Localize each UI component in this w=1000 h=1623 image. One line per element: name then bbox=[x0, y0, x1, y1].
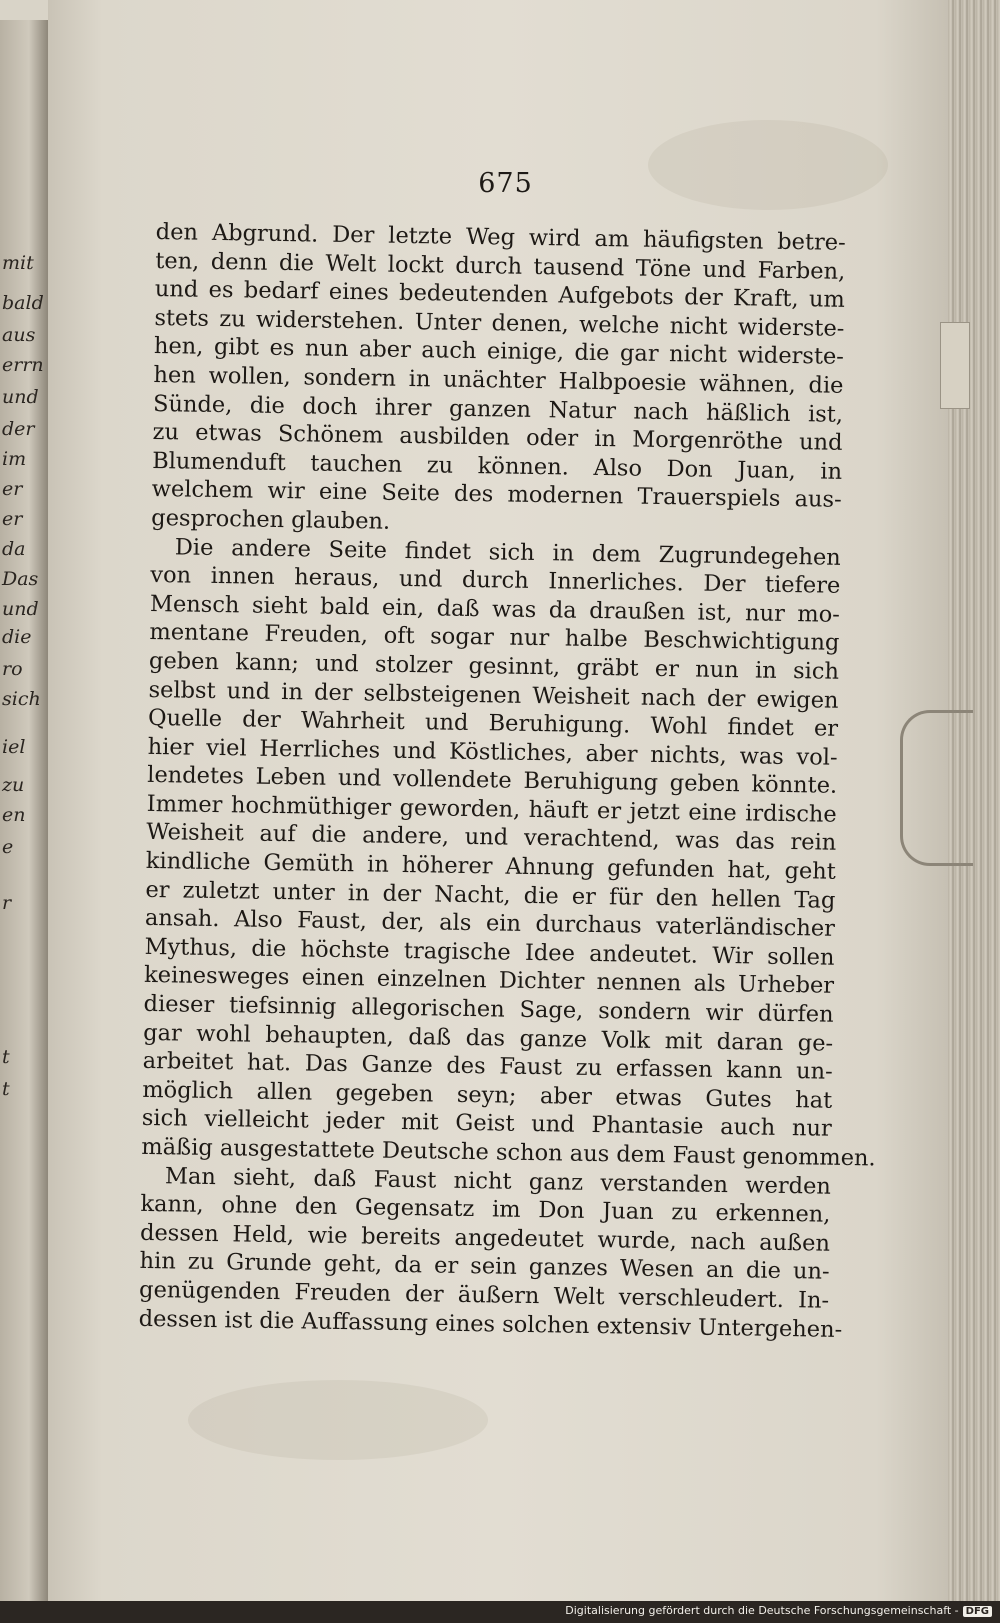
left-page-fragment: aus bbox=[2, 324, 36, 346]
text-line: lendetes Leben und vollendete Beruhigung geben könnte. bbox=[147, 762, 838, 800]
left-page-fragment: errn bbox=[2, 354, 44, 376]
left-page-fragment: da bbox=[2, 538, 26, 560]
previous-page-edge bbox=[0, 20, 50, 1610]
left-page-fragment: und bbox=[2, 598, 39, 620]
left-page-fragment: zu bbox=[2, 774, 25, 796]
left-page-fragment: r bbox=[2, 892, 12, 914]
left-page-fragment: im bbox=[2, 448, 27, 470]
text-line: stets zu widerstehen. Unter denen, welche nicht widerste- bbox=[154, 304, 845, 342]
text-line: Quelle der Wahrheit und Beruhigung. Wohl findet er bbox=[147, 705, 839, 742]
text-line: kindliche Gemüth in höherer Ahnung gefunden hat, geht bbox=[145, 847, 837, 885]
paper-stain bbox=[188, 1380, 488, 1460]
page-clip bbox=[900, 710, 973, 866]
left-page-fragment: und bbox=[2, 386, 39, 408]
text-line: arbeitet hat. Das Ganze des Faust zu erfassen kann un- bbox=[142, 1048, 833, 1085]
text-line: dieser tiefsinnig allegorischen Sage, sondern wir dürfen bbox=[143, 990, 834, 1028]
left-page-fragment: Das bbox=[2, 568, 39, 590]
page-tab-marker bbox=[940, 322, 970, 409]
paragraph bbox=[138, 1161, 843, 1343]
left-page-fragment: mit bbox=[2, 252, 34, 274]
credit-text: Digitalisierung gefördert durch die Deutsche Forschungsgemeinschaft - bbox=[565, 1604, 959, 1617]
text-line: hier viel Herrliches und Köstliches, aber nichts, was vol- bbox=[147, 733, 838, 771]
text-line: ansah. Also Faust, der, als ein durchaus vaterländischer bbox=[144, 905, 836, 943]
left-page-fragment: sich bbox=[2, 688, 41, 710]
left-page-fragment: die bbox=[2, 626, 32, 648]
text-line: Blumenduft tauchen zu können. Also Don Juan, in bbox=[151, 447, 843, 485]
text-line: und es bedarf eines bedeutenden Aufgebots der Kraft, um bbox=[154, 276, 846, 314]
text-line: er zuletzt unter in der Nacht, die er für den hellen Tag bbox=[145, 876, 836, 914]
left-page-fragment: t bbox=[2, 1078, 10, 1100]
left-page-fragment: en bbox=[2, 804, 26, 826]
paragraph bbox=[151, 218, 846, 543]
text-line: Weisheit auf die andere, und verachtend, was das rein bbox=[146, 819, 837, 857]
left-page-fragment: e bbox=[2, 836, 14, 858]
text-line: Immer hochmüthiger geworden, häuft er jetzt eine irdische bbox=[146, 790, 837, 828]
text-line: von innen heraus, und durch Innerliches. Der tiefere bbox=[150, 562, 841, 599]
left-page-fragment: er bbox=[2, 508, 23, 530]
text-line: den Abgrund. Der letzte Weg wird am häufigsten betre- bbox=[155, 218, 846, 256]
text-line: kann, ohne den Gegensatz im Don Juan zu erkennen, bbox=[140, 1191, 831, 1228]
text-line: selbst und in der selbsteigenen Weisheit nach der ewigen bbox=[148, 676, 839, 714]
text-line: keinesweges einen einzelnen Dichter nennen als Urheber bbox=[143, 962, 835, 1000]
text-line: Sünde, die doch ihrer ganzen Natur nach häßlich ist, bbox=[152, 390, 844, 428]
text-line: Die andere Seite findet sich in dem Zugrundegehen bbox=[174, 533, 841, 571]
text-line: gar wohl behaupten, daß das ganze Volk mit daran ge- bbox=[143, 1019, 834, 1057]
paragraph bbox=[141, 532, 876, 1172]
page-number: 675 bbox=[478, 168, 533, 199]
text-line: dessen ist die Auffassung eines solchen extensiv Untergehen- bbox=[138, 1305, 843, 1343]
text-line: ten, denn die Welt lockt durch tausend Töne und Farben, bbox=[155, 247, 846, 285]
text-line: Mythus, die höchste tragische Idee andeutet. Wir sollen bbox=[144, 933, 835, 971]
text-line: Mensch sieht bald ein, daß was da draußen ist, nur mo- bbox=[149, 590, 841, 628]
left-page-fragment: er bbox=[2, 478, 23, 500]
text-line: geben kann; und stolzer gesinnt, gräbt er nun in sich bbox=[148, 647, 840, 685]
digitization-credit bbox=[565, 1604, 992, 1617]
text-line: gesprochen glauben. bbox=[151, 504, 391, 535]
left-page-fragment: iel bbox=[2, 736, 26, 758]
left-page-fragment: der bbox=[2, 418, 35, 440]
left-page-fragment: ro bbox=[2, 658, 23, 680]
text-line: hen, gibt es nun aber auch einige, die gar nicht widerste- bbox=[153, 333, 845, 371]
dfg-logo: DFG bbox=[963, 1606, 992, 1617]
book-page bbox=[48, 0, 948, 1623]
text-line: mentane Freuden, oft sogar nur halbe Beschwichtigung bbox=[149, 619, 840, 657]
text-line: dessen Held, wie bereits angedeutet wurde, nach außen bbox=[139, 1219, 831, 1257]
text-line: hen wollen, sondern in unächter Halbpoesie wähnen, die bbox=[153, 361, 844, 399]
text-line: Man sieht, daß Faust nicht ganz verstanden werden bbox=[164, 1162, 832, 1200]
text-line: genügenden Freuden der äußern Welt verschleudert. In- bbox=[138, 1276, 830, 1314]
text-line: zu etwas Schönem ausbilden oder in Morgenröthe und bbox=[152, 419, 843, 456]
body-text bbox=[138, 218, 876, 1344]
left-page-fragment: t bbox=[2, 1046, 10, 1068]
text-line: welchem wir eine Seite des modernen Trauerspiels aus- bbox=[151, 476, 842, 514]
text-line: möglich allen gegeben seyn; aber etwas Gutes hat bbox=[142, 1076, 833, 1114]
text-line: mäßig ausgestattete Deutsche schon aus dem Faust genommen. bbox=[141, 1133, 876, 1172]
text-line: hin zu Grunde geht, da er sein ganzes Wesen an die un- bbox=[139, 1248, 830, 1286]
text-line: sich vielleicht jeder mit Geist und Phantasie auch nur bbox=[141, 1105, 832, 1143]
left-page-fragment: bald bbox=[2, 292, 44, 314]
